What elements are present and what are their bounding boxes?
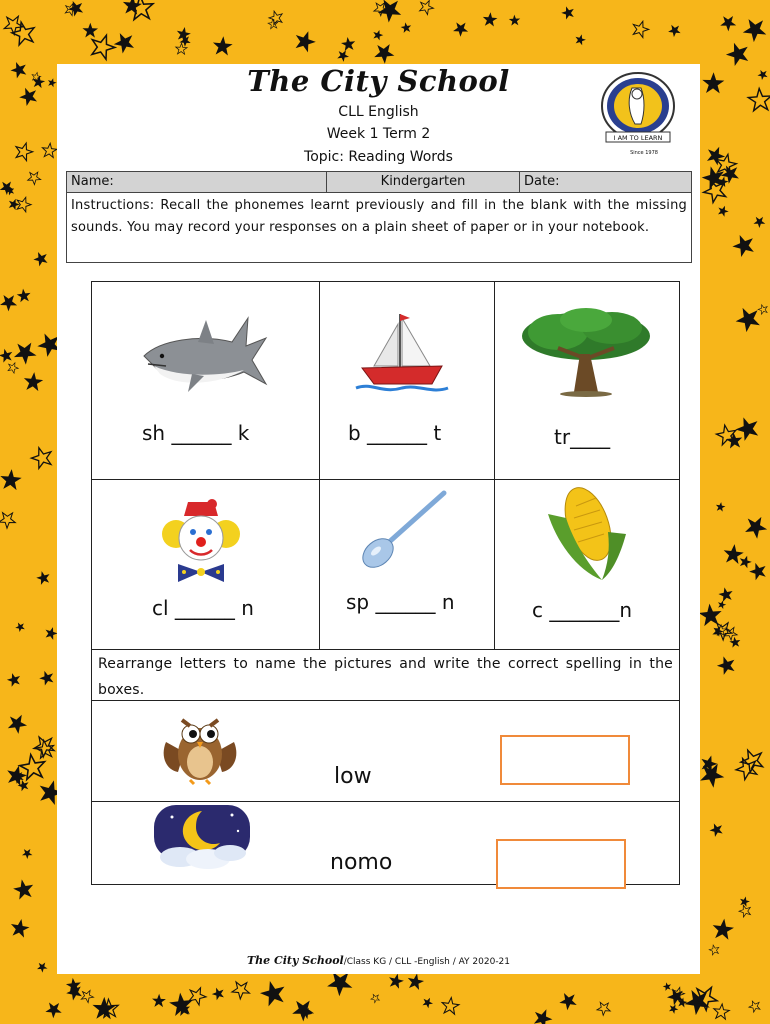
scrambled-word-owl: low <box>334 764 372 789</box>
tree-icon <box>518 306 654 398</box>
moon-icon <box>150 801 254 871</box>
class-label: Kindergarten <box>327 172 520 192</box>
moon-answer-box[interactable] <box>496 839 626 889</box>
footer-text: /Class KG / CLL -English / AY 2020-21 <box>343 957 511 967</box>
blank-word-shark: sh ______ k <box>142 421 250 445</box>
topic-line: Topic: Reading Words <box>304 149 453 165</box>
clown-icon <box>162 498 240 586</box>
rearrange-instructions: Rearrange letters to name the pictures and write the correct spelling in the boxes. <box>98 656 673 698</box>
blank-word-clown: cl ______ n <box>152 596 254 620</box>
sailboat-icon <box>352 310 452 394</box>
name-field[interactable]: Name: <box>67 172 327 192</box>
blank-word-spoon: sp ______ n <box>346 590 455 614</box>
logo-banner-text: I AM TO LEARN <box>613 134 663 142</box>
footer-school: The City School <box>246 954 344 967</box>
date-field[interactable]: Date: <box>524 174 560 189</box>
corn-icon <box>542 484 630 582</box>
logo-since-text: Since 1978 <box>630 150 658 156</box>
info-row <box>66 171 692 193</box>
footer <box>57 954 700 967</box>
blank-word-boat: b ______ t <box>348 421 442 445</box>
blank-word-tree: tr____ <box>554 425 611 449</box>
shark-icon <box>140 312 270 398</box>
owl-answer-box[interactable] <box>500 735 630 785</box>
week-term-line: Week 1 Term 2 <box>326 126 431 142</box>
spoon-icon <box>358 487 454 571</box>
worksheet <box>57 64 700 974</box>
activity-grid <box>91 281 680 885</box>
subject-line: CLL English <box>338 104 419 120</box>
instructions-text: Instructions: Recall the phonemes learnt previously and fill in the blank with the missing sounds. You may record your responses on a plain sheet of paper or in your notebook. <box>66 193 692 263</box>
scrambled-word-moon: nomo <box>330 850 393 875</box>
owl-icon <box>160 712 240 786</box>
school-title: The City School <box>247 64 510 98</box>
school-logo <box>597 70 679 160</box>
blank-word-corn: c _______n <box>532 598 633 622</box>
